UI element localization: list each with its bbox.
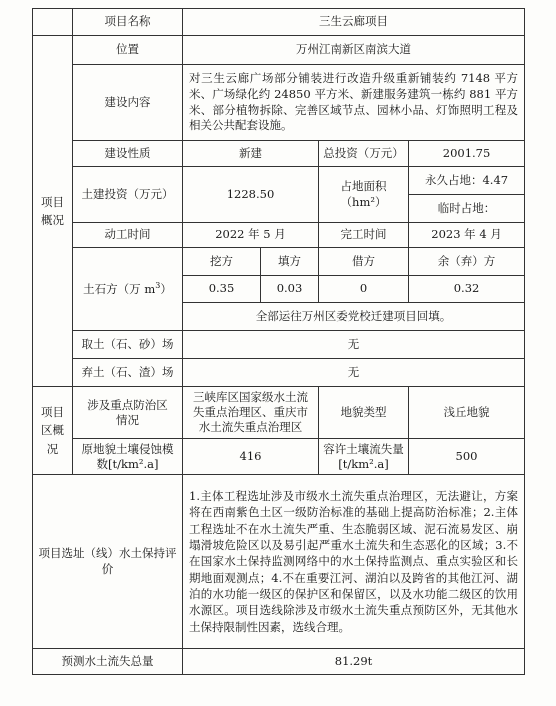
content-value: 对三生云廊广场部分铺装进行改造升级重新铺装约 7148 平方米、广场绿化约 24850 平方米、新建服务建筑一栋约 881 平方米、部分植物拆除、完善区域节点、园林小品、灯饰照明工程及相关公共配套设施。	[183, 65, 525, 141]
earthwork-note: 全部运往万州区委党校迁建项目回填。	[183, 303, 525, 331]
earthwork-label: 土石方（万 $m^3$）	[73, 248, 183, 331]
temporary-area: 临时占地：	[409, 195, 525, 223]
borrow-label: 取土（石、砂）场	[73, 331, 183, 359]
earthwork-value-surplus: 0.32	[409, 276, 525, 303]
finish-label: 完工时间	[319, 223, 409, 248]
landform-value: 浅丘地貌	[409, 387, 525, 439]
earthwork-value-borrow: 0	[319, 276, 409, 303]
permanent-area: 永久占地：4.47	[409, 167, 525, 195]
spoil-label: 弃土（石、渣）场	[73, 359, 183, 387]
total-invest-value: 2001.75	[409, 141, 525, 167]
finish-value: 2023 年 4 月	[409, 223, 525, 248]
region-section-label: 项目区概况	[33, 387, 73, 475]
civil-invest-label: 土建投资（万元）	[73, 167, 183, 223]
location-label: 位置	[73, 36, 183, 65]
predicted-loss-label: 预测水土流失总量	[33, 649, 183, 675]
project-name-label: 项目名称	[73, 9, 183, 36]
earthwork-value-fill: 0.03	[261, 276, 319, 303]
start-label: 动工时间	[73, 223, 183, 248]
prevention-label: 涉及重点防治区情况	[73, 387, 183, 439]
total-invest-label: 总投资（万元）	[319, 141, 409, 167]
site-eval-text: 1.主体工程选址涉及市级水土流失重点治理区，无法避让，方案将在西南紫色土区一级防治标准的基础上提高防治标准；2.主体工程选址不在水土流失严重、生态脆弱区域、泥石流易发区、崩塌滑坡危险区以及易引起严重水土流失和生态恶化的区域；3.不在国家水土保持监测网络中的水土保持监测点、重点实验区和长期地面观测点；4.不在重要江河、湖泊以及跨省的其他江河、湖泊的水功能一级区的保护区和保留区，以及水功能二级区的饮用水源区。项目选线除涉及市级水土流失重点预防区外，无其他水土保持限制性因素，选线合理。	[183, 475, 525, 649]
borrow-value: 无	[183, 331, 525, 359]
project-info-table	[32, 8, 525, 675]
erosion-modulus-value: 416	[183, 439, 319, 475]
area-unit: （hm²）	[340, 194, 387, 209]
spoil-value: 无	[183, 359, 525, 387]
predicted-loss-value: 81.29t	[183, 649, 525, 675]
area-label: 占地面积	[340, 178, 387, 193]
prevention-value: 三峡库区国家级水土流失重点治理区、重庆市水土流失重点治理区	[183, 387, 319, 439]
nature-value: 新建	[183, 141, 319, 167]
landform-label: 地貌类型	[319, 387, 409, 439]
civil-invest-value: 1228.50	[183, 167, 319, 223]
area-label-cell	[319, 167, 409, 223]
allowable-loss-value: 500	[409, 439, 525, 475]
earthwork-header-fill: 填方	[261, 248, 319, 276]
earthwork-value-cut: 0.35	[183, 276, 261, 303]
location-value: 万州江南新区南滨大道	[183, 36, 525, 65]
allowable-loss-label: 容许土壤流失量[t/km².a]	[319, 439, 409, 475]
start-value: 2022 年 5 月	[183, 223, 319, 248]
nature-label: 建设性质	[73, 141, 183, 167]
erosion-modulus-label: 原地貌土壤侵蚀模数[t/km².a]	[73, 439, 183, 475]
project-name-value: 三生云廊项目	[183, 9, 525, 36]
earthwork-header-surplus: 余（弃）方	[409, 248, 525, 276]
earthwork-header-cut: 挖方	[183, 248, 261, 276]
blank-corner	[33, 9, 73, 36]
content-label: 建设内容	[73, 65, 183, 141]
overview-section-label: 项目概况	[33, 36, 73, 387]
earthwork-header-borrow: 借方	[319, 248, 409, 276]
site-eval-label: 项目选址（线）水土保持评价	[33, 475, 183, 649]
